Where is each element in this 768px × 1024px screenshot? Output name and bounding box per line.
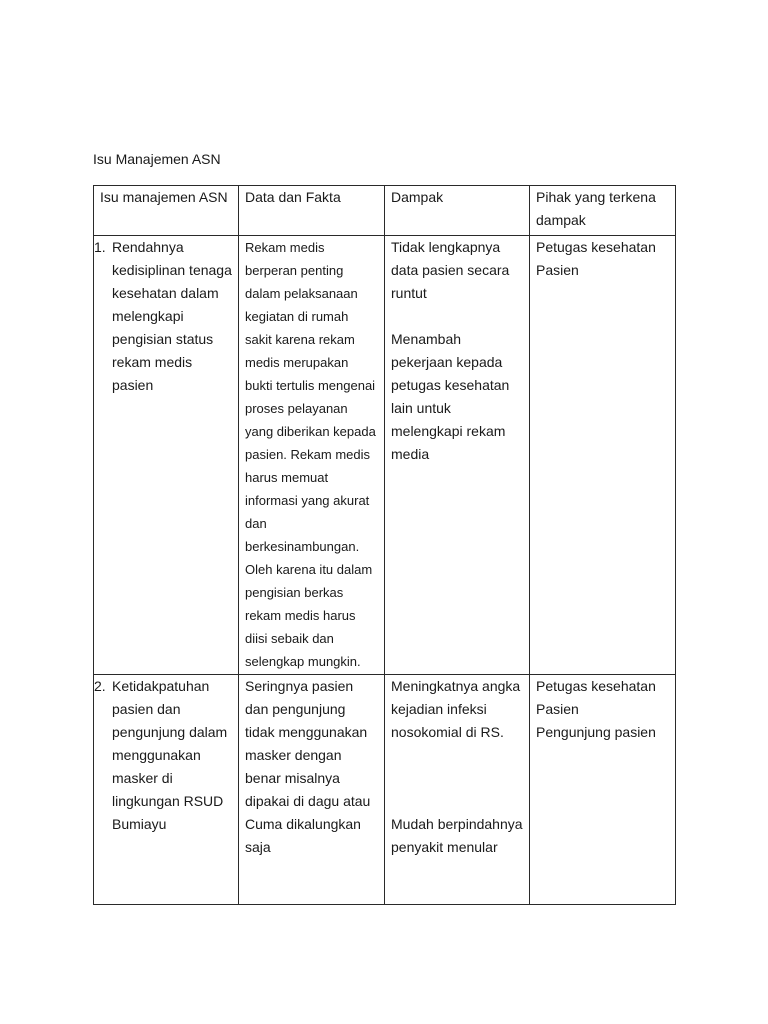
document-title: Isu Manajemen ASN [93,151,221,167]
issue-table [93,185,676,905]
issue-text: Rendahnya kedisiplinan tenaga kesehatan dalam melengkapi pengisian status rekam medis pasien [112,239,232,393]
affected-cell [530,236,676,675]
impact-cell [385,675,530,905]
affected-item: Pengunjung pasien [536,724,656,740]
table-header-row [94,186,676,236]
impact-item: Menambah pekerjaan kepada petugas kesehatan lain untuk melengkapi rekam media [391,331,510,462]
header-affected: Pihak yang terkena dampak [530,186,676,236]
table-row [94,675,676,905]
header-impact: Dampak [385,186,530,236]
issue-number: 1. [94,239,106,255]
issue-cell [94,236,239,675]
issue-text: Ketidakpatuhan pasien dan pengunjung dalam menggunakan masker di lingkungan RSUD Bumiayu [112,678,228,832]
impact-item: Tidak lengkapnya data pasien secara runtut [391,239,510,301]
impact-item: Meningkatnya angka kejadian infeksi nosokomial di RS. [391,678,521,740]
affected-item: Petugas kesehatan [536,239,656,255]
affected-cell [530,675,676,905]
issue-cell [94,675,239,905]
impact-cell [385,236,530,675]
affected-item: Pasien [536,262,579,278]
table-row [94,236,676,675]
impact-item: Mudah berpindahnya penyakit menular [391,816,523,855]
affected-item: Petugas kesehatan [536,678,656,694]
facts-cell: Rekam medis berperan penting dalam pelaksanaan kegiatan di rumah sakit karena rekam medis merupakan bukti tertulis mengenai proses pelayanan yang diberikan kepada pasien. Rekam medis harus memuat informasi yang akurat dan berkesinambungan. Oleh karena itu dalam pengisian berkas rekam medis harus diisi sebaik dan selengkap mungkin. [239,236,385,675]
facts-cell: Seringnya pasien dan pengunjung tidak menggunakan masker dengan benar misalnya dipakai di dagu atau Cuma dikalungkan saja [239,675,385,905]
affected-item: Pasien [536,701,579,717]
issue-number: 2. [94,678,106,694]
header-issue: Isu manajemen ASN [94,186,239,236]
header-facts: Data dan Fakta [239,186,385,236]
